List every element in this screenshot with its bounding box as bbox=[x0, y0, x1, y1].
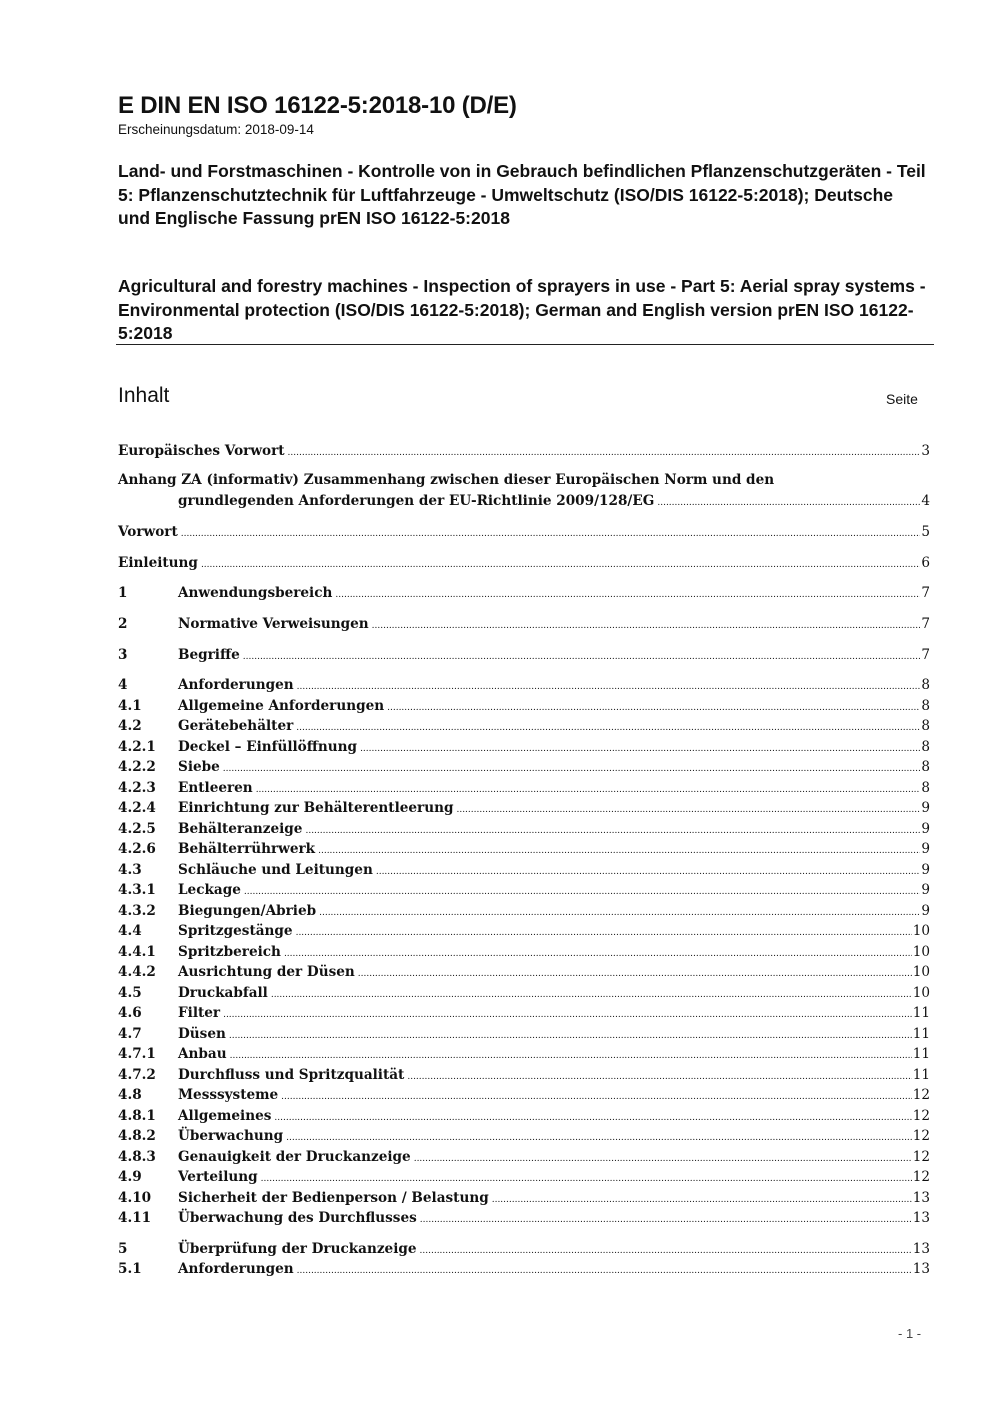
toc-entry-title: Düsen bbox=[178, 1026, 226, 1042]
toc-entry-page: 10 bbox=[912, 944, 930, 960]
toc-entry[interactable] bbox=[118, 676, 930, 694]
toc-entry-title: Schläuche und Leitungen bbox=[178, 862, 373, 878]
toc-dot-leader bbox=[284, 943, 912, 963]
toc-dot-leader bbox=[288, 442, 921, 462]
toc-entry[interactable] bbox=[118, 442, 930, 460]
toc-entry[interactable] bbox=[118, 1004, 930, 1022]
toc-dot-leader bbox=[230, 1045, 912, 1065]
toc-entry-page: 12 bbox=[912, 1128, 930, 1144]
toc-entry-page: 12 bbox=[912, 1169, 930, 1185]
toc-entry-page: 4 bbox=[921, 493, 930, 509]
toc-entry[interactable] bbox=[118, 779, 930, 797]
toc-entry-number: 4.2.4 bbox=[118, 800, 156, 816]
toc-entry-title: Anwendungsbereich bbox=[178, 585, 333, 601]
toc-entry-page: 9 bbox=[921, 882, 930, 898]
toc-dot-leader bbox=[256, 779, 921, 799]
toc-entry-number: 5.1 bbox=[118, 1261, 142, 1277]
toc-entry-title: Europäisches Vorwort bbox=[118, 443, 285, 459]
toc-entry[interactable] bbox=[118, 799, 930, 817]
toc-entry[interactable] bbox=[118, 861, 930, 879]
toc-entry-title: Ausrichtung der Düsen bbox=[178, 964, 355, 980]
toc-entry-page: 11 bbox=[912, 1046, 930, 1062]
toc-entry-number: 4.4.2 bbox=[118, 964, 156, 980]
toc-entry[interactable] bbox=[118, 554, 930, 572]
toc-entry[interactable] bbox=[118, 963, 930, 981]
toc-entry[interactable] bbox=[118, 1127, 930, 1145]
toc-entry-title: Behälterrührwerk bbox=[178, 841, 316, 857]
toc-entry-title: Durchfluss und Spritzqualität bbox=[178, 1067, 405, 1083]
toc-entry[interactable] bbox=[118, 1260, 930, 1278]
toc-dot-leader bbox=[335, 584, 920, 604]
toc-entry-title: Allgemeine Anforderungen bbox=[178, 698, 385, 714]
toc-entry-page: 13 bbox=[912, 1261, 930, 1277]
toc-dot-leader bbox=[407, 1066, 911, 1086]
toc-entry-page: 9 bbox=[921, 841, 930, 857]
toc-entry-page: 11 bbox=[912, 1067, 930, 1083]
toc-entry-number: 4 bbox=[118, 677, 128, 693]
toc-entry-title: Leckage bbox=[178, 882, 241, 898]
toc-dot-leader bbox=[296, 717, 920, 737]
toc-entry[interactable] bbox=[118, 881, 930, 899]
toc-entry-page: 9 bbox=[921, 821, 930, 837]
toc-entry[interactable] bbox=[118, 738, 930, 756]
toc-entry-page: 10 bbox=[912, 964, 930, 980]
toc-entry-number: 5 bbox=[118, 1241, 128, 1257]
toc-entry-number: 4.8.2 bbox=[118, 1128, 156, 1144]
toc-entry[interactable] bbox=[118, 840, 930, 858]
toc-entry[interactable] bbox=[118, 1086, 930, 1104]
toc-entry-page: 12 bbox=[912, 1108, 930, 1124]
toc-entry-page: 3 bbox=[921, 443, 930, 459]
toc-entry-page: 7 bbox=[921, 647, 930, 663]
toc-entry-number: 4.8 bbox=[118, 1087, 142, 1103]
toc-entry-number: 4.2.3 bbox=[118, 780, 156, 796]
toc-entry[interactable] bbox=[118, 984, 930, 1002]
toc-entry-page: 5 bbox=[921, 524, 930, 540]
toc-entry-number: 4.4 bbox=[118, 923, 142, 939]
toc-entry-title: Allgemeines bbox=[178, 1108, 272, 1124]
toc-entry-title: Filter bbox=[178, 1005, 221, 1021]
document-id-title: E DIN EN ISO 16122-5:2018-10 (D/E) bbox=[118, 92, 517, 119]
toc-entry-number: 4.3.2 bbox=[118, 903, 156, 919]
toc-dot-leader bbox=[244, 881, 920, 901]
toc-entry[interactable] bbox=[118, 1025, 930, 1043]
toc-entry[interactable] bbox=[118, 943, 930, 961]
toc-dot-leader bbox=[229, 1025, 912, 1045]
toc-dot-leader bbox=[261, 1168, 912, 1188]
toc-entry-number: 4.5 bbox=[118, 985, 142, 1001]
toc-entry-title: Verteilung bbox=[178, 1169, 258, 1185]
publication-date: Erscheinungsdatum: 2018-09-14 bbox=[118, 122, 314, 137]
toc-entry[interactable] bbox=[118, 758, 930, 776]
toc-dot-leader bbox=[456, 799, 920, 819]
toc-entry[interactable] bbox=[118, 697, 930, 715]
toc-dot-leader bbox=[223, 758, 921, 778]
toc-entry-page: 8 bbox=[921, 759, 930, 775]
toc-entry[interactable] bbox=[118, 615, 930, 633]
toc-entry-title: Überprüfung der Druckanzeige bbox=[178, 1241, 417, 1257]
toc-entry[interactable] bbox=[118, 1148, 930, 1166]
toc-entry[interactable] bbox=[118, 1209, 930, 1227]
toc-entry-number: 4.2.5 bbox=[118, 821, 156, 837]
toc-entry-page: 13 bbox=[912, 1210, 930, 1226]
toc-dot-leader bbox=[305, 820, 920, 840]
toc-entry-number: 4.7.2 bbox=[118, 1067, 156, 1083]
toc-entry[interactable] bbox=[118, 1240, 930, 1258]
toc-entry[interactable] bbox=[118, 717, 930, 735]
toc-entry-page: 11 bbox=[912, 1005, 930, 1021]
toc-dot-leader bbox=[372, 615, 921, 635]
toc-entry-number: 4.2 bbox=[118, 718, 142, 734]
toc-dot-leader bbox=[181, 523, 921, 543]
toc-entry[interactable] bbox=[118, 1168, 930, 1186]
toc-entry-number: 4.3.1 bbox=[118, 882, 156, 898]
toc-entry-number: 4.6 bbox=[118, 1005, 142, 1021]
toc-entry-number: 4.7 bbox=[118, 1026, 142, 1042]
toc-entry-number: 4.2.6 bbox=[118, 841, 156, 857]
toc-dot-leader bbox=[274, 1107, 911, 1127]
toc-entry-title: Spritzbereich bbox=[178, 944, 281, 960]
toc-dot-leader bbox=[319, 902, 920, 922]
toc-entry-number: 4.11 bbox=[118, 1210, 152, 1226]
toc-entry-number: 1 bbox=[118, 585, 128, 601]
toc-dot-leader bbox=[420, 1240, 912, 1260]
toc-entry-title: Messsysteme bbox=[178, 1087, 279, 1103]
toc-entry-number: 4.7.1 bbox=[118, 1046, 156, 1062]
toc-entry-title: Anbau bbox=[178, 1046, 227, 1062]
toc-entry-title: Siebe bbox=[178, 759, 220, 775]
toc-entry-page: 11 bbox=[912, 1026, 930, 1042]
toc-page-column-label: Seite bbox=[886, 391, 918, 407]
toc-entry-page: 8 bbox=[921, 698, 930, 714]
toc-dot-leader bbox=[281, 1086, 912, 1106]
toc-dot-leader bbox=[201, 554, 920, 574]
toc-dot-leader bbox=[420, 1209, 912, 1229]
toc-entry-page: 7 bbox=[921, 585, 930, 601]
toc-entry-page: 12 bbox=[912, 1087, 930, 1103]
toc-entry-page: 7 bbox=[921, 616, 930, 632]
toc-entry-title: Einleitung bbox=[118, 555, 198, 571]
toc-entry-title: Entleeren bbox=[178, 780, 253, 796]
toc-entry-title: Gerätebehälter bbox=[178, 718, 294, 734]
toc-entry-page: 10 bbox=[912, 985, 930, 1001]
toc-entry-number: 4.2.1 bbox=[118, 739, 156, 755]
toc-dot-leader bbox=[297, 676, 921, 696]
toc-entry-title: Spritzgestänge bbox=[178, 923, 293, 939]
toc-entry-title: Begriffe bbox=[178, 647, 240, 663]
toc-entry-page: 10 bbox=[912, 923, 930, 939]
toc-entry-page: 13 bbox=[912, 1190, 930, 1206]
toc-entry-number: 4.1 bbox=[118, 698, 142, 714]
toc-entry-number: 4.10 bbox=[118, 1190, 152, 1206]
toc-entry-annex[interactable] bbox=[118, 470, 930, 514]
toc-entry-title: Überwachung des Durchflusses bbox=[178, 1210, 417, 1226]
toc-dot-leader bbox=[286, 1127, 912, 1147]
toc-entry-title: Einrichtung zur Behälterentleerung bbox=[178, 800, 454, 816]
toc-entry-number: 4.3 bbox=[118, 862, 142, 878]
toc-entry-title: Überwachung bbox=[178, 1128, 284, 1144]
toc-entry-page: 8 bbox=[921, 718, 930, 734]
toc-entry-page: 8 bbox=[921, 739, 930, 755]
toc-entry-page: 6 bbox=[921, 555, 930, 571]
toc-entry-title: Druckabfall bbox=[178, 985, 268, 1001]
toc-heading: Inhalt bbox=[118, 384, 170, 407]
toc-entry-page: 8 bbox=[921, 677, 930, 693]
toc-dot-leader bbox=[271, 984, 912, 1004]
toc-entry-number: 4.4.1 bbox=[118, 944, 156, 960]
toc-entry[interactable] bbox=[118, 523, 930, 541]
toc-entry-number: 4.2.2 bbox=[118, 759, 156, 775]
toc-entry-title: Genauigkeit der Druckanzeige bbox=[178, 1149, 411, 1165]
toc-entry-number: 4.8.3 bbox=[118, 1149, 156, 1165]
page-number: - 1 - bbox=[898, 1326, 922, 1341]
toc-entry-title: Sicherheit der Bedienperson / Belastung bbox=[178, 1190, 489, 1206]
toc-entry-page: 8 bbox=[921, 780, 930, 796]
toc-entry[interactable] bbox=[118, 902, 930, 920]
title-english: Agricultural and forestry machines - Inspection of sprayers in use - Part 5: Aerial spray systems - Environmental protection (ISO/DIS 16122-5:2018); German and English version prEN ISO 16122-5:2018 bbox=[118, 276, 926, 343]
toc-dot-leader bbox=[376, 861, 921, 881]
toc-dot-leader bbox=[296, 922, 912, 942]
toc-dot-leader bbox=[243, 646, 921, 666]
toc-entry-title: Deckel – Einfüllöffnung bbox=[178, 739, 358, 755]
toc-entry-number: 2 bbox=[118, 616, 128, 632]
toc-entry-title: Normative Verweisungen bbox=[178, 616, 369, 632]
toc-dot-leader bbox=[414, 1148, 912, 1168]
toc-entry-title: Anforderungen bbox=[178, 1261, 294, 1277]
toc-annex-title-line1: Anhang ZA (informativ) Zusammenhang zwischen dieser Europäischen Norm und den bbox=[118, 472, 775, 488]
toc-entry[interactable] bbox=[118, 646, 930, 664]
toc-entry-page: 9 bbox=[921, 800, 930, 816]
toc-dot-leader bbox=[358, 963, 912, 983]
toc-entry-page: 9 bbox=[921, 903, 930, 919]
toc-entry-page: 12 bbox=[912, 1149, 930, 1165]
toc-entry[interactable] bbox=[118, 1189, 930, 1207]
toc-dot-leader bbox=[387, 697, 920, 717]
toc-dot-leader bbox=[360, 738, 920, 758]
toc-entry[interactable] bbox=[118, 1107, 930, 1125]
toc-entry[interactable] bbox=[118, 584, 930, 602]
toc-entry-page: 13 bbox=[912, 1241, 930, 1257]
toc-annex-title-line2: grundlegenden Anforderungen der EU-Richtlinie 2009/128/EG bbox=[178, 493, 655, 509]
toc-dot-leader bbox=[657, 491, 920, 514]
header-divider bbox=[116, 344, 934, 345]
toc-entry-title: Vorwort bbox=[118, 524, 178, 540]
toc-dot-leader bbox=[223, 1004, 912, 1024]
toc-entry[interactable] bbox=[118, 820, 930, 838]
toc-dot-leader bbox=[318, 840, 920, 860]
toc-entry[interactable] bbox=[118, 922, 930, 940]
toc-entry-number: 4.8.1 bbox=[118, 1108, 156, 1124]
toc-entry-title: Anforderungen bbox=[178, 677, 294, 693]
toc-entry-number: 4.9 bbox=[118, 1169, 142, 1185]
toc-entry-number: 3 bbox=[118, 647, 128, 663]
toc-dot-leader bbox=[492, 1189, 912, 1209]
title-german: Land- und Forstmaschinen - Kontrolle von in Gebrauch befindlichen Pflanzenschutzgeräten - Teil 5: Pflanzenschutztechnik für Luftfahrzeuge - Umweltschutz (ISO/DIS 16122-5:2018); Deutsche und Englische Fassung prEN ISO 16122-5:2018 bbox=[118, 161, 926, 228]
toc-entry-title: Behälteranzeige bbox=[178, 821, 303, 837]
toc-entry-title: Biegungen/Abrieb bbox=[178, 903, 317, 919]
toc-entry-page: 9 bbox=[921, 862, 930, 878]
toc-entry[interactable] bbox=[118, 1066, 930, 1084]
toc-dot-leader bbox=[297, 1260, 912, 1280]
toc-entry[interactable] bbox=[118, 1045, 930, 1063]
